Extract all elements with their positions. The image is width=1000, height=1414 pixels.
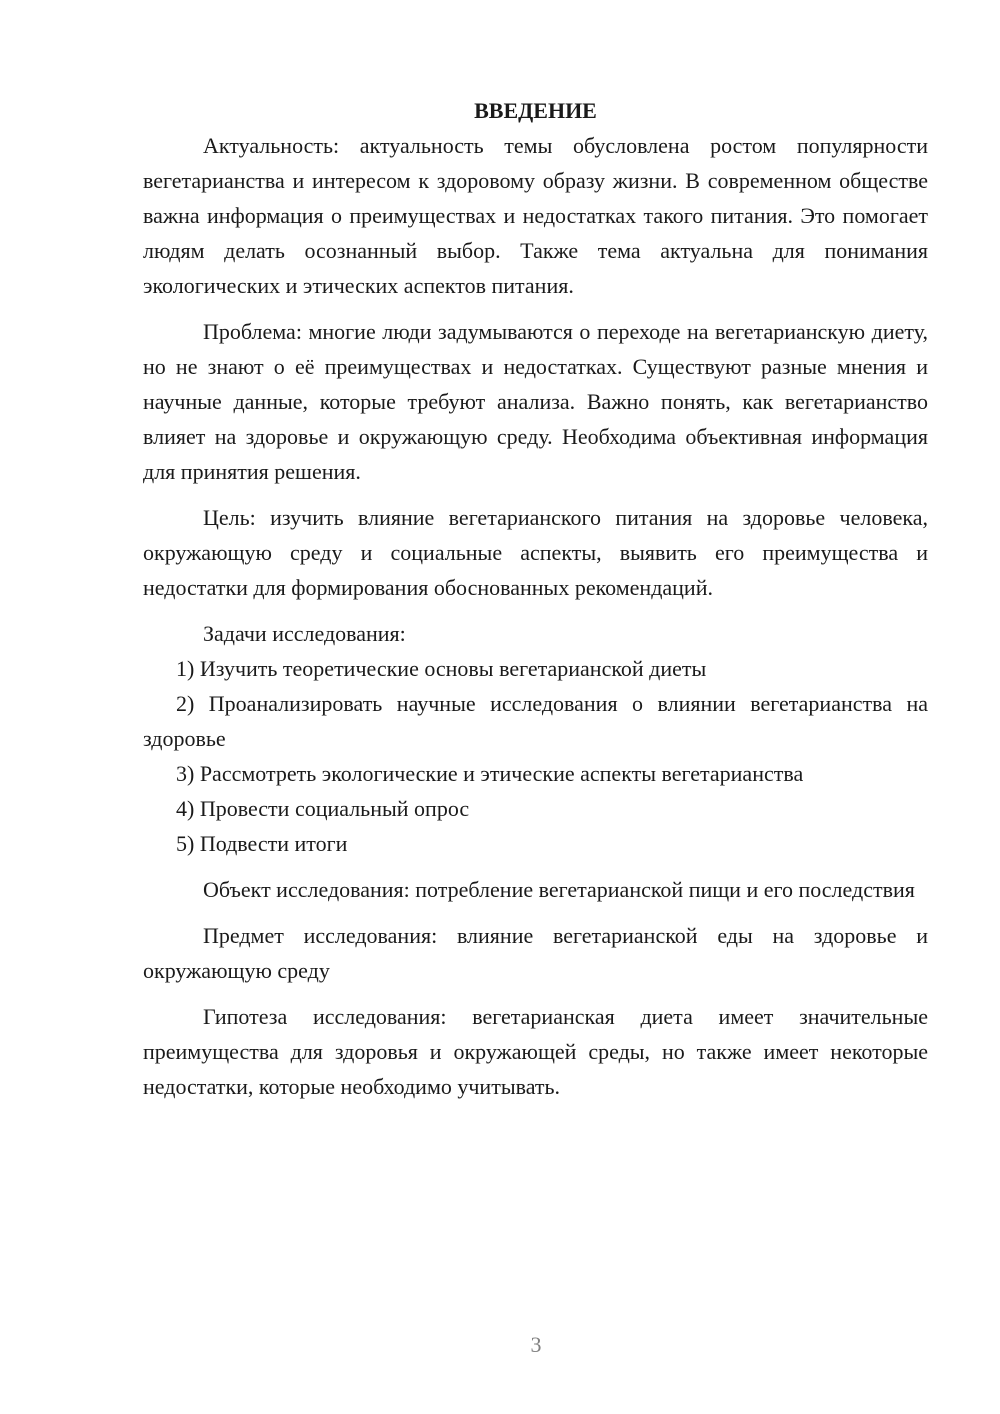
task-item: 1) Изучить теоретические основы вегетарианской диеты: [176, 656, 707, 681]
task-item: 4) Провести социальный опрос: [176, 796, 470, 821]
task-item: 2) Проанализировать научные исследования о влиянии вегетарианства на здоровье: [143, 691, 928, 751]
page-number: 3: [530, 1332, 542, 1357]
tasks-heading: Задачи исследования:: [203, 621, 406, 646]
goal-paragraph: Цель: изучить влияние вегетарианского питания на здоровье человека, окружающую среду и социальные аспекты, выявить его преимущества и недостатки для формирования обоснованных рекомендаций.: [143, 505, 928, 600]
section-title: ВВЕДЕНИЕ: [474, 98, 597, 123]
hypothesis-paragraph: Гипотеза исследования: вегетарианская диета имеет значительные преимущества для здоровья и окружающей среды, но также имеет некоторые недостатки, которые необходимо учитывать.: [143, 1004, 928, 1099]
problem-paragraph: Проблема: многие люди задумываются о переходе на вегетарианскую диету, но не знают о её преимуществах и недостатках. Существуют разные мнения и научные данные, которые требуют анализа. Важно понять, как вегетарианство влияет на здоровье и окружающую среду. Необходима объективная информация для принятия решения.: [143, 319, 928, 484]
relevance-paragraph: Актуальность: актуальность темы обусловлена ростом популярности вегетарианства и интересом к здоровому образу жизни. В современном обществе важна информация о преимуществах и недостатках такого питания. Это помогает людям делать осознанный выбор. Также тема актуальна для понимания экологических и этических аспектов питания.: [143, 133, 928, 298]
task-item: 5) Подвести итоги: [176, 831, 348, 856]
object-paragraph: Объект исследования: потребление вегетарианской пищи и его последствия: [203, 877, 915, 902]
document-page: [143, 93, 928, 1104]
subject-paragraph: Предмет исследования: влияние вегетарианской еды на здоровье и окружающую среду: [143, 923, 928, 983]
task-item: 3) Рассмотреть экологические и этические аспекты вегетарианства: [176, 761, 804, 786]
